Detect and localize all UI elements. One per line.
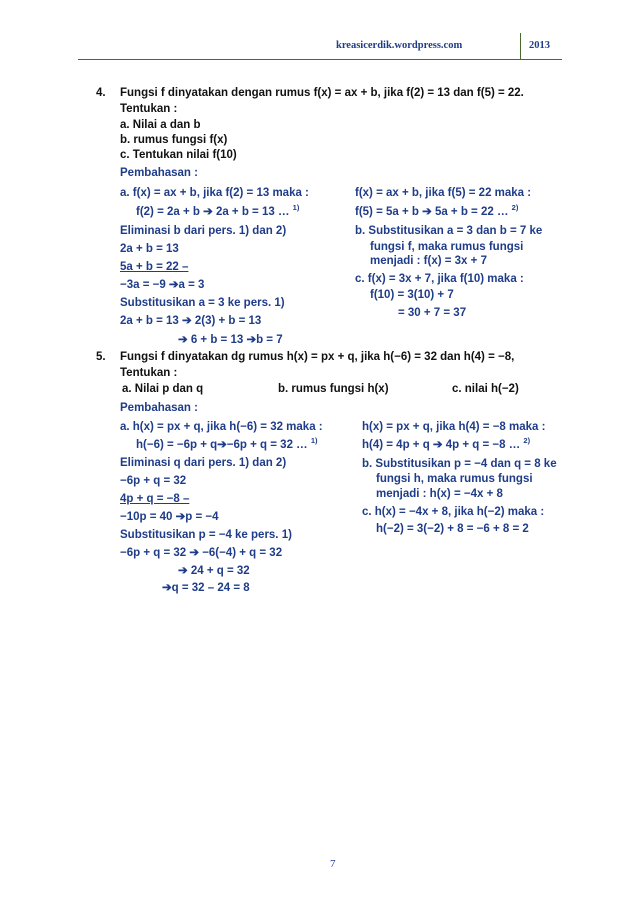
q5-option-c: c. nilai h(−2) xyxy=(452,383,519,395)
q5-left-line-8: −6p + q = 32 ➔ −6(−4) + q = 32 xyxy=(120,547,283,559)
q5-tentukan: Tentukan : xyxy=(120,367,178,379)
q4-left-line-8: 2a + b = 13 ➔ 2(3) + b = 13 xyxy=(120,315,262,327)
q4-number: 4. xyxy=(96,87,106,99)
q4-right-line-7: f(10) = 3(10) + 7 xyxy=(370,289,454,301)
q5-left-line-4: −6p + q = 32 xyxy=(120,475,187,487)
q5-right-line-6: c. h(x) = −4x + 8, jika h(−2) maka : xyxy=(362,506,545,518)
header-rule xyxy=(78,59,562,60)
q5-left-line-10: ➔q = 32 – 24 = 8 xyxy=(162,582,250,594)
q4-option-a: a. Nilai a dan b xyxy=(120,119,201,131)
q4-right-line-8: = 30 + 7 = 37 xyxy=(398,307,467,319)
q5-left-line-3: Eliminasi q dari pers. 1) dan 2) xyxy=(120,457,287,469)
q4-left-line-4: 2a + b = 13 xyxy=(120,243,179,255)
q5-right-line-5: menjadi : h(x) = −4x + 8 xyxy=(376,488,503,500)
header-site: kreasicerdik.wordpress.com xyxy=(336,40,463,51)
q4-right-line-4: fungsi f, maka rumus fungsi xyxy=(370,241,524,253)
q4-right-line-1: f(x) = ax + b, jika f(5) = 22 maka : xyxy=(355,187,532,199)
q4-option-c: c. Tentukan nilai f(10) xyxy=(120,149,237,161)
q5-statement: Fungsi f dinyatakan dg rumus h(x) = px + q, jika h(−6) = 32 dan h(4) = −8, xyxy=(120,351,515,363)
q4-right-line-2: f(5) = 5a + b ➔ 5a + b = 22 … $^{2)}$ xyxy=(355,203,519,218)
q5-left-line-9: ➔ 24 + q = 32 xyxy=(178,565,250,577)
q4-statement: Fungsi f dinyatakan dengan rumus f(x) = ax + b, jika f(2) = 13 dan f(5) = 22. xyxy=(120,87,524,99)
q5-option-a: a. Nilai p dan q xyxy=(122,383,204,395)
q4-left-line-3: Eliminasi b dari pers. 1) dan 2) xyxy=(120,225,287,237)
q5-right-line-4: fungsi h, maka rumus fungsi xyxy=(376,473,533,485)
q5-option-b: b. rumus fungsi h(x) xyxy=(278,383,389,395)
q4-left-line-6: −3a = −9 ➔a = 3 xyxy=(120,279,205,291)
q5-left-line-7: Substitusikan p = −4 ke pers. 1) xyxy=(120,529,292,541)
q5-right-line-2: h(4) = 4p + q ➔ 4p + q = −8 … $^{2)}$ xyxy=(362,436,531,451)
page-number: 7 xyxy=(330,858,336,870)
q5-left-line-2: h(−6) = −6p + q➔−6p + q = 32 … $^{1)}$ xyxy=(136,436,318,451)
q4-left-line-2: f(2) = 2a + b ➔ 2a + b = 13 … $^{1)}$ xyxy=(136,203,300,218)
q4-option-b: b. rumus fungsi f(x) xyxy=(120,134,228,146)
q5-pembahasan: Pembahasan : xyxy=(120,402,198,414)
q4-left-line-9: ➔ 6 + b = 13 ➔b = 7 xyxy=(178,334,283,346)
q4-right-line-3: b. Substitusikan a = 3 dan b = 7 ke xyxy=(355,225,543,237)
q5-right-line-7: h(−2) = 3(−2) + 8 = −6 + 8 = 2 xyxy=(376,523,529,535)
q5-left-line-5: 4p + q = −8 – xyxy=(120,493,190,505)
q5-number: 5. xyxy=(96,351,106,363)
q4-tentukan: Tentukan : xyxy=(120,103,178,115)
q4-left-line-5: 5a + b = 22 – xyxy=(120,261,189,273)
q5-left-line-1: a. h(x) = px + q, jika h(−6) = 32 maka : xyxy=(120,421,323,433)
q4-left-line-1: a. f(x) = ax + b, jika f(2) = 13 maka : xyxy=(120,187,309,199)
q5-right-line-3: b. Substitusikan p = −4 dan q = 8 ke xyxy=(362,458,557,470)
q4-left-line-7: Substitusikan a = 3 ke pers. 1) xyxy=(120,297,285,309)
q5-left-line-6: −10p = 40 ➔p = −4 xyxy=(120,511,219,523)
q4-right-line-6: c. f(x) = 3x + 7, jika f(10) maka : xyxy=(355,273,524,285)
q4-pembahasan: Pembahasan : xyxy=(120,167,198,179)
header-separator xyxy=(520,33,521,59)
q4-right-line-5: menjadi : f(x) = 3x + 7 xyxy=(370,255,487,267)
header-year: 2013 xyxy=(529,40,550,51)
q5-right-line-1: h(x) = px + q, jika h(4) = −8 maka : xyxy=(362,421,546,433)
